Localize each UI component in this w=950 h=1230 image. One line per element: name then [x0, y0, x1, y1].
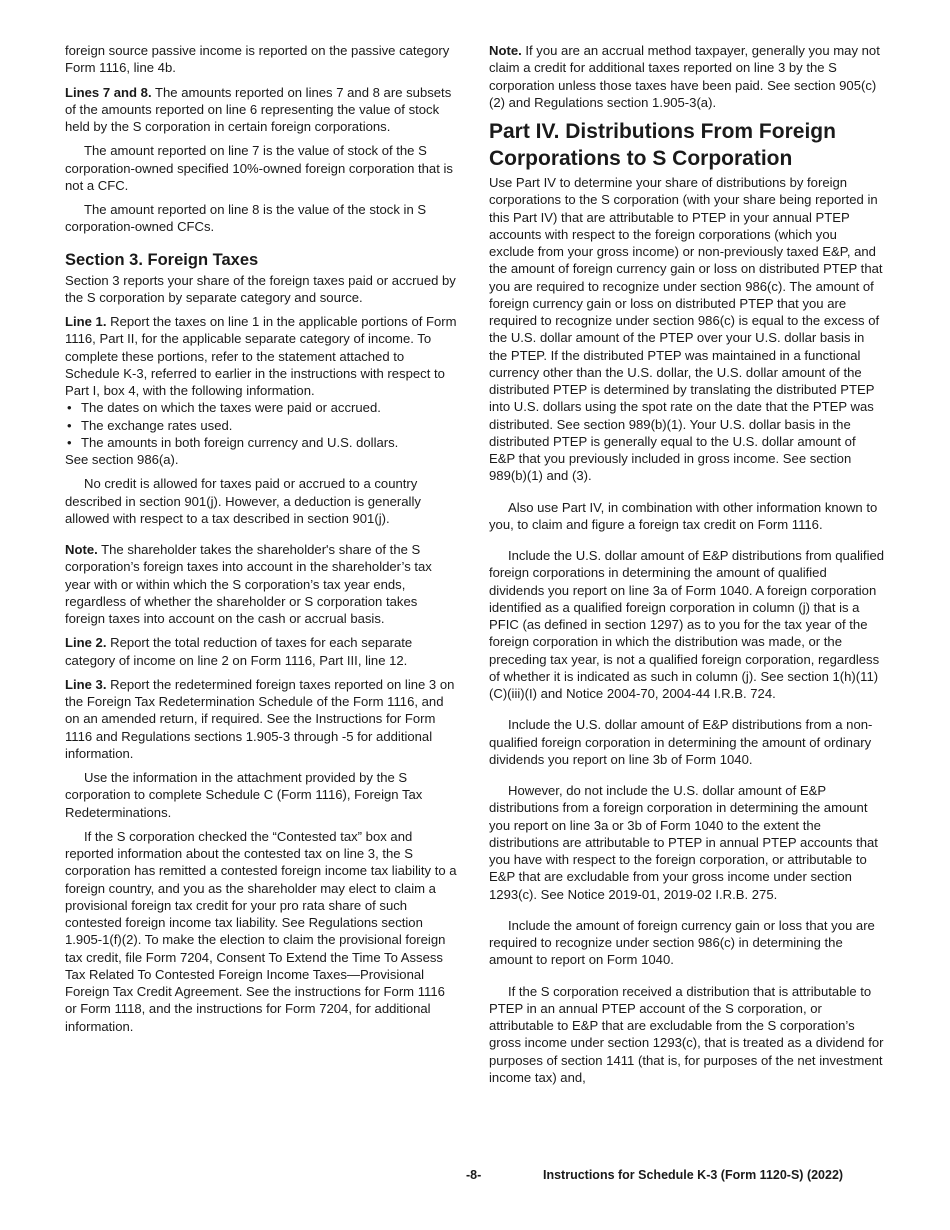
accrual-note-paragraph	[489, 42, 885, 111]
use-information-paragraph: Use the information in the attachment provided by the S corporation to complete Schedule C (Form 1116), Foreign Tax Redeterminations.	[65, 770, 423, 820]
line-1-bullet-list	[65, 399, 460, 451]
left-column	[65, 42, 460, 1042]
part-4-heading: Part IV. Distributions From Foreign Corporations to S Corporation	[489, 120, 836, 170]
lines-7-8-text: The amounts reported on lines 7 and 8 are subsets of the amounts reported on line 6 representing the value of stock held by the S corporation in certain foreign corporations.	[65, 84, 452, 134]
page-footer	[0, 1168, 950, 1188]
right-column	[489, 42, 885, 1093]
no-credit-paragraph: No credit is allowed for taxes paid or accrued to a country described in section 901(j). However, a deduction is generally allowed with respect to a tax described in section 901(j).	[65, 476, 421, 526]
ordinary-dividends-paragraph: Include the U.S. dollar amount of E&P distributions from a non-qualified foreign corporation in determining the amount of ordinary dividends you report on line 3b of Form 1040.	[489, 717, 873, 767]
section-3-heading: Section 3. Foreign Taxes	[65, 250, 259, 269]
page-number: -8-	[466, 1168, 482, 1182]
line-2-paragraph	[65, 634, 460, 669]
accrual-note-heading: Note.	[489, 43, 522, 58]
contested-tax-paragraph: If the S corporation checked the “Contested tax” box and reported information about the contested tax on line 3, the S corporation has remitted a contested foreign income tax liability to a foreign country, and you as the shareholder may elect to claim a provisional foreign tax credit for your pro rata share of such contested foreign income tax liability. See Regulations section 1.905-1(f)(2). To make the election to claim the provisional foreign tax credit, file Form 7204, Consent To Extend the Time To Assess Tax Related To Contested Foreign Income Taxes—Provisional Foreign Tax Credit Agreement. See the instructions for Form 1116 or Form 1118, and the instructions for Form 7204, for additional information.	[65, 828, 457, 1034]
note-heading: Note.	[65, 542, 98, 557]
note-text: The shareholder takes the shareholder's share of the S corporation’s foreign taxes into account in the shareholder’s tax year with or within which the S corporation’s tax year ends, regardless of whether the shareholder or S corporation takes foreign taxes into account on the cash or accrual basis.	[65, 542, 432, 626]
line-7-paragraph: The amount reported on line 7 is the value of stock of the S corporation-owned specified 10%-owned foreign corporation that is not a CFC.	[65, 143, 453, 193]
currency-gain-paragraph: Include the amount of foreign currency gain or loss that you are required to recognize under section 986(c) in determining the amount to report on Form 1040.	[489, 917, 875, 968]
also-use-paragraph: Also use Part IV, in combination with other information known to you, to claim and figure a foreign tax credit on Form 1116.	[489, 499, 878, 532]
line-1-paragraph	[65, 313, 460, 399]
bullet-item: • The exchange rates used.	[65, 417, 460, 434]
note-paragraph	[65, 541, 460, 627]
qualified-dividends-paragraph: Include the U.S. dollar amount of E&P distributions from qualified foreign corporations in determining the amount of qualified dividends you report on line 3a of Form 1040. A foreign corporation identified as a qualified foreign corporation in column (j) that is a PFIC (as defined in section 1297) as to you for the tax year of the foreign corporation in which the distribution was made, or the preceding tax year, is not a qualified foreign corporation, regardless of whether it is indicated as such in column (j). See section 1(h)(11)(C)(iii)(I) and Notice 2004-70, 2004-44 I.R.B. 724.	[489, 548, 885, 701]
ptep-distribution-paragraph: If the S corporation received a distribution that is attributable to PTEP in an annual PTEP account of the S corporation, or attributable to E&P that are excludable from the S corporation’s gross income under section 1293(c), that is treated as a dividend for purposes of section 1411 (that is, for purposes of the net investment income tax) and,	[489, 983, 884, 1085]
line-3-heading: Line 3.	[65, 676, 107, 692]
line-3-text: Report the redetermined foreign taxes reported on line 3 on the Foreign Tax Redetermination Schedule of the Form 1116, and on an amended return, if required. See the Instructions for Form 1116 and Regulations sections 1.905-3 through -5 for additional information.	[65, 676, 455, 761]
bullet-item: • The amounts in both foreign currency and U.S. dollars.	[65, 434, 460, 451]
part-4-intro: Use Part IV to determine your share of distributions by foreign corporations to the S corporation (with your share being reported in this Part IV) that are attributable to PTEP in your annual PTEP accounts with respect to the foreign corporations (which you exclude from your gross income) or non-previously taxed E&P, and the amount of foreign currency gain or loss on distributed PTEP that you are required to recognize under section 986(c). The amount of foreign currency gain or loss on distributed PTEP that you are required to recognize under section 986(c) is equal to the excess of the U.S. dollar amount of the PTEP over your U.S. dollar basis in the PTEP. If the distributed PTEP was maintained in a functional currency other than the U.S. dollar, the U.S. dollar amount of the distributed PTEP is determined by translating the distributed PTEP into U.S. dollars using the spot rate on the date that the PTEP was distributed. See section 989(b)(1). Your U.S. dollar basis in the distributed PTEP is generally equal to the U.S. dollar amount of E&P that you previously included in gross income. See section 989(b)(1) and (3).	[489, 175, 883, 484]
line-2-heading: Line 2.	[65, 635, 107, 651]
line-1-text: Report the taxes on line 1 in the applicable portions of Form 1116, Part II, for the applicable separate category of income. To complete these portions, refer to the statement attached to Schedule K-3, referred to earlier in the instructions with respect to Part I, box 4, with the following information.	[65, 314, 457, 398]
however-paragraph: However, do not include the U.S. dollar amount of E&P distributions from a foreign corporation in determining the amount you report on line 3a or 3b of Form 1040 to the extent the distributions are attributable to PTEP in annual PTEP accounts that you have with respect to the foreign corporation, or attributable to E&P that are excludable from your gross income under section 1293(c). See Notice 2019-01, 2019-02 I.R.B. 275.	[489, 783, 878, 902]
line-2-text: Report the total reduction of taxes for each separate category of income on line 2 on Form 1116, Part III, line 12.	[65, 635, 413, 668]
intro-paragraph: foreign source passive income is reported on the passive category Form 1116, line 4b.	[65, 43, 450, 76]
see-section-986: See section 986(a).	[65, 452, 179, 467]
line-8-paragraph: The amount reported on line 8 is the value of the stock in S corporation-owned CFCs.	[65, 202, 427, 235]
lines-7-8-heading: Lines 7 and 8.	[65, 84, 152, 100]
section-3-intro: Section 3 reports your share of the foreign taxes paid or accrued by the S corporation by separate category and source.	[65, 272, 456, 305]
bullet-item: • The dates on which the taxes were paid or accrued.	[65, 399, 460, 416]
lines-7-8-paragraph	[65, 84, 460, 136]
footer-title: Instructions for Schedule K-3 (Form 1120-S) (2022)	[543, 1168, 844, 1182]
line-3-paragraph	[65, 676, 460, 762]
accrual-note-text: If you are an accrual method taxpayer, generally you may not claim a credit for additional taxes reported on line 3 by the S corporation unless those taxes have been paid. See section 905(c)(2) and Regulations section 1.905-3(a).	[489, 43, 880, 110]
line-1-heading: Line 1.	[65, 314, 107, 329]
